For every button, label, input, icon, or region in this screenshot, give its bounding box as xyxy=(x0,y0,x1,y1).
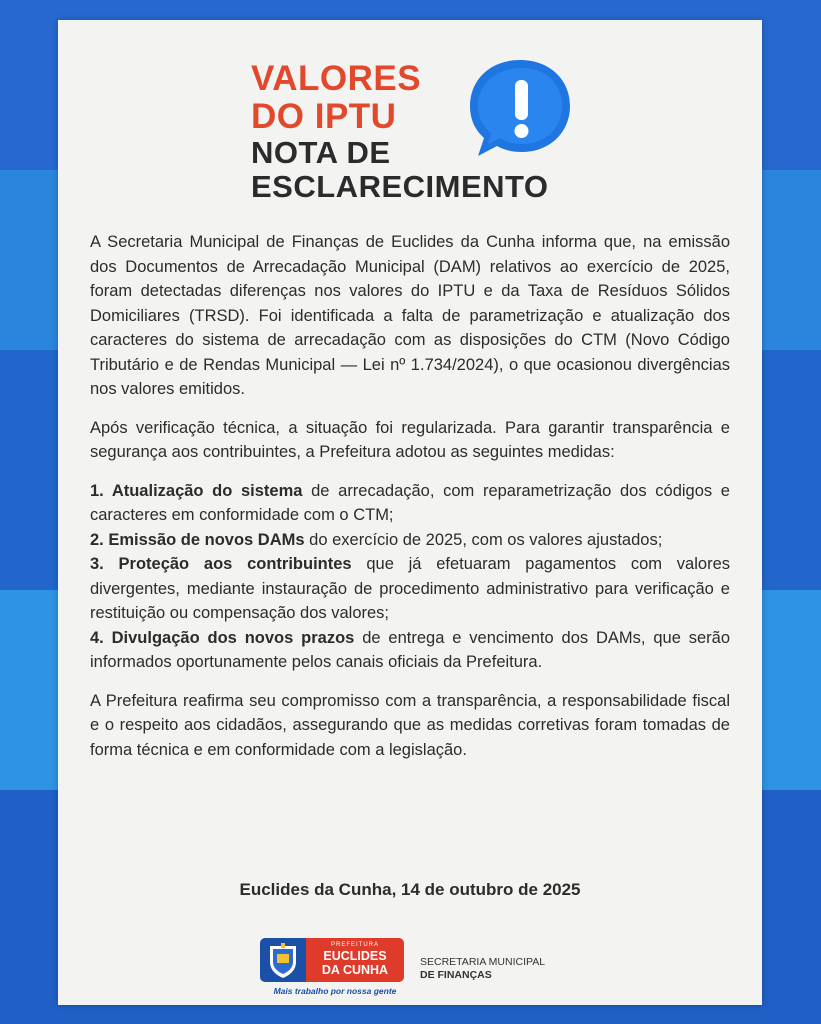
title-line: NOTA DE xyxy=(251,135,391,170)
list-item xyxy=(90,528,730,553)
logo-name: PREFEITURA EUCLIDES DA CUNHA xyxy=(306,938,404,982)
paragraph: Após verificação técnica, a situação foi regularizada. Para garantir transparência e segurança aos contribuintes, a Prefeitura adotou as seguintes medidas: xyxy=(90,418,730,461)
notice-date: Euclides da Cunha, 14 de outubro de 2025 xyxy=(239,880,581,899)
measures-list xyxy=(90,479,730,675)
title-line: ESCLARECIMENTO xyxy=(251,169,549,204)
paragraph: A Prefeitura reafirma seu compromisso com a transparência, a responsabilidade fiscal e o respeito aos cidadãos, assegurando que as medidas corretivas foram tomadas de forma técnica e em conformidade com a legislação. xyxy=(90,691,730,759)
list-item-bold: 1. Atualização do sistema xyxy=(90,481,303,500)
notice-body xyxy=(90,230,730,776)
paragraph: A Secretaria Municipal de Finanças de Euclides da Cunha informa que, na emissão dos Documentos de Arrecadação Municipal (DAM) relativos ao exercício de 2025, foram detectadas diferenças nos valores do IPTU e da Taxa de Resíduos Sólidos Domiciliares (TRSD). Foi identificada a falta de parametrização e atualização dos caracteres do sistema de arrecadação com as disposições do CTM (Novo Código Tributário e de Rendas Municipal — Lei nº 1.734/2024), o que ocasionou divergências nos valores emitidos. xyxy=(90,233,730,398)
list-item xyxy=(90,626,730,675)
list-item-text: do exercício de 2025, com os valores ajustados; xyxy=(304,530,663,549)
list-item-bold: 2. Emissão de novos DAMs xyxy=(90,530,305,549)
list-item-bold: 3. Proteção aos contribuintes xyxy=(90,555,352,573)
logo-slogan: Mais trabalho por nossa gente xyxy=(273,986,397,996)
exclamation-speech-bubble-icon xyxy=(462,56,574,162)
list-item-text: de arrecadação, com reparametrização dos códigos e caracteres em conformidade com o CTM; xyxy=(90,481,730,524)
prefeitura-logo xyxy=(260,938,420,1000)
title-line: VALORES xyxy=(251,59,422,98)
list-item-text: de entrega e vencimento dos DAMs, que serão informados oportunamente pelos canais oficiais da Prefeitura. xyxy=(90,628,731,671)
title-line: DO IPTU xyxy=(251,97,397,136)
list-item xyxy=(90,552,730,626)
list-item xyxy=(90,479,730,528)
secretaria-label: SECRETARIA MUNICIPAL DE FINANÇAS xyxy=(420,956,546,981)
logo-badge xyxy=(260,938,404,982)
list-item-text: que já efetuaram pagamentos com valores divergentes, mediante instauração de procedimento administrativo para verificação e restituição ou compensação dos valores; xyxy=(90,555,730,622)
notice-document xyxy=(58,20,762,1005)
crest-icon xyxy=(260,938,306,982)
list-item-bold: 4. Divulgação dos novos prazos xyxy=(90,628,355,647)
